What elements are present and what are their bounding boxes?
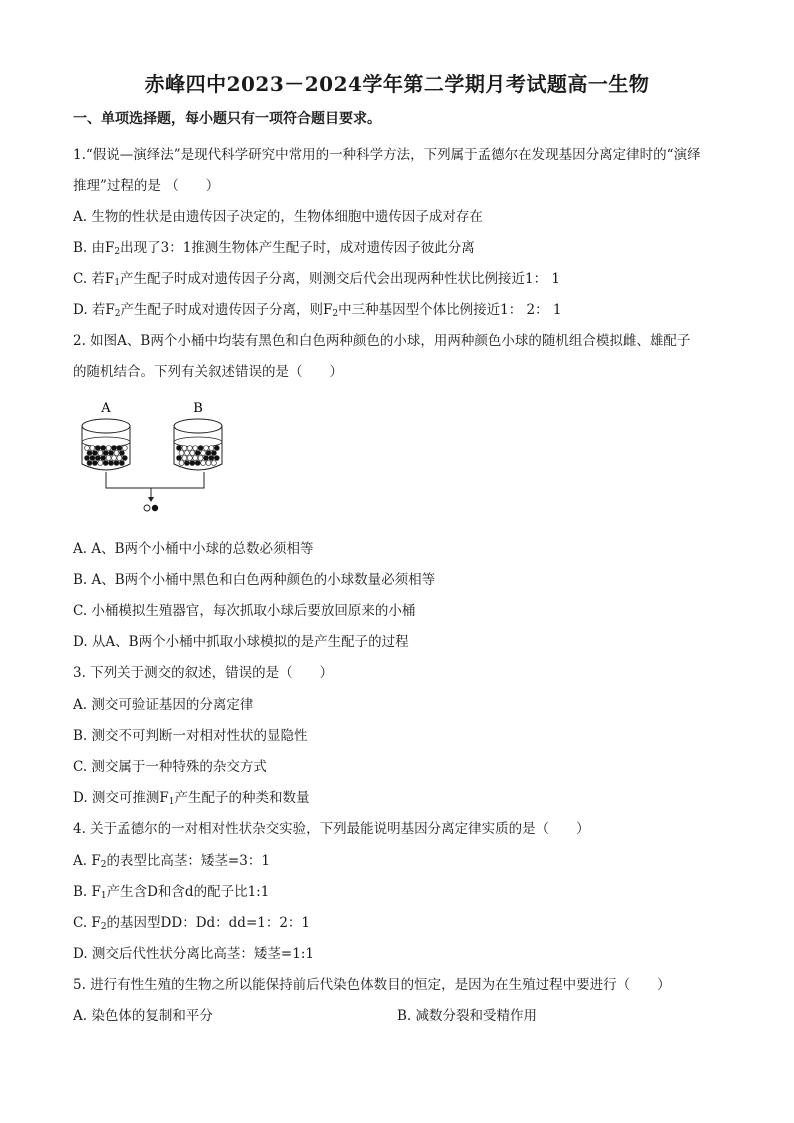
page-title: 赤峰四中2023－2024学年第二学期月考试题高一生物 [144, 72, 650, 96]
text: 的表型比高茎：矮茎=3：1 [106, 853, 270, 869]
black-ball-icon [184, 461, 189, 466]
q3-option-a: A. 测交可验证基因的分离定律 [73, 697, 254, 713]
white-ball-icon [184, 451, 189, 456]
section-heading: 一、单项选择题，每小题只有一项符合题目要求。 [73, 111, 381, 127]
bucket-b-label: B [193, 401, 203, 416]
white-ball-icon [144, 505, 150, 511]
white-ball-icon [187, 456, 192, 461]
white-ball-icon [209, 446, 214, 451]
q4-option-a [73, 849, 270, 870]
black-ball-icon [117, 446, 122, 451]
text: C. 若F [73, 271, 115, 287]
black-ball-icon [204, 456, 209, 461]
black-ball-icon [95, 456, 100, 461]
black-ball-icon [103, 461, 108, 466]
q5-option-a: A. 染色体的复制和平分 [73, 1008, 213, 1024]
white-ball-icon [182, 456, 187, 461]
text: 的基因型DD：Dd：dd=1：2：1 [106, 915, 311, 931]
black-ball-icon [214, 446, 219, 451]
white-ball-icon [106, 446, 111, 451]
black-ball-icon [87, 451, 92, 456]
white-ball-icon [204, 446, 209, 451]
white-ball-icon [90, 446, 95, 451]
subscript: 2 [332, 309, 339, 319]
white-ball-icon [106, 456, 111, 461]
black-ball-icon [90, 456, 95, 461]
black-ball-icon [195, 461, 200, 466]
buckets-figure [78, 396, 238, 516]
arrow-head-icon [148, 497, 154, 502]
white-ball-icon [122, 446, 127, 451]
white-ball-icon [179, 451, 184, 456]
text: 产生含D和含d的配子比1:1 [106, 884, 270, 900]
text: B. F [73, 884, 101, 900]
white-ball-icon [117, 456, 122, 461]
black-ball-icon [92, 451, 97, 456]
black-ball-icon [87, 461, 92, 466]
q3-option-d [73, 786, 310, 807]
q4-stem: 4. 关于孟德尔的一对相对性状杂交实验，下列最能说明基因分离定律实质的是（ ） [73, 821, 590, 837]
black-ball-icon [109, 451, 114, 456]
black-ball-icon [119, 451, 124, 456]
text: 中三种基因型个体比例接近1： 2： 1 [338, 302, 562, 318]
subscript: 1 [114, 278, 121, 288]
white-ball-icon [201, 451, 206, 456]
q4-option-d: D. 测交后代性状分离比高茎：矮茎=1:1 [73, 946, 314, 962]
black-ball-icon [209, 456, 214, 461]
white-ball-icon [114, 451, 119, 456]
black-ball-icon [177, 446, 182, 451]
white-ball-icon [98, 451, 103, 456]
q1-option-c [73, 267, 560, 288]
q3-stem: 3. 下列关于测交的叙述，错误的是（ ） [73, 665, 334, 681]
white-ball-icon [211, 461, 216, 466]
q2-stem-line-1: 2. 如图A、B两个小桶中均装有黑色和白色两种颜色的小球，用两种颜色小球的随机组合模拟雌、雄配子 [73, 333, 691, 349]
black-ball-icon [177, 456, 182, 461]
black-ball-icon [114, 461, 119, 466]
connector-line [106, 472, 204, 488]
black-ball-icon [195, 451, 200, 456]
subscript: 2 [100, 860, 107, 870]
black-ball-icon [214, 456, 219, 461]
white-ball-icon [193, 456, 198, 461]
q2-option-b: B. A、B两个小桶中黑色和白色两种颜色的小球数量必须相等 [73, 572, 436, 588]
bucket-a-label: A [101, 401, 111, 416]
black-ball-icon [198, 446, 203, 451]
q1-option-b [73, 236, 475, 257]
black-ball-icon [152, 505, 158, 511]
white-ball-icon [187, 446, 192, 451]
white-ball-icon [182, 446, 187, 451]
black-ball-icon [206, 451, 211, 456]
black-ball-icon [101, 446, 106, 451]
bucket-b [174, 419, 222, 470]
bucket-a [82, 419, 130, 470]
black-ball-icon [103, 451, 108, 456]
text: B. 由F [73, 240, 115, 256]
white-ball-icon [198, 456, 203, 461]
q2-stem-line-2: 的随机结合。下列有关叙述错误的是（ ） [73, 364, 343, 380]
black-ball-icon [95, 446, 100, 451]
q1-stem-line-1: 1.“假说—演绎法”是现代科学研究中常用的一种科学方法，下列属于孟德尔在发现基因分离定律时的“演绎 [73, 147, 701, 163]
text: 出现了3：1推测生物体产生配子时，成对遗传因子彼此分离 [120, 240, 475, 256]
q4-option-c [73, 911, 310, 932]
subscript: 2 [114, 247, 121, 257]
q2-option-c: C. 小桶模拟生殖器官，每次抓取小球后要放回原来的小桶 [73, 603, 416, 619]
text: D. 测交可推测F [73, 790, 169, 806]
q2-option-d: D. 从A、B两个小桶中抓取小球模拟的是产生配子的过程 [73, 634, 409, 650]
black-ball-icon [211, 451, 216, 456]
black-ball-icon [109, 461, 114, 466]
q2-option-a: A. A、B两个小桶中小球的总数必须相等 [73, 541, 314, 557]
black-ball-icon [112, 446, 117, 451]
white-ball-icon [201, 461, 206, 466]
white-ball-icon [85, 446, 90, 451]
white-ball-icon [112, 456, 117, 461]
white-ball-icon [190, 451, 195, 456]
q1-stem-line-2: 推理”过程的是 （ ） [73, 178, 220, 194]
black-ball-icon [85, 456, 90, 461]
q1-option-a: A. 生物的性状是由遗传因子决定的，生物体细胞中遗传因子成对存在 [73, 209, 483, 225]
q5-option-b: B. 减数分裂和受精作用 [397, 1008, 538, 1024]
black-ball-icon [119, 461, 124, 466]
q4-option-b [73, 880, 269, 901]
white-ball-icon [98, 461, 103, 466]
black-ball-icon [101, 456, 106, 461]
text: D. 若F [73, 302, 115, 318]
q3-option-c: C. 测交属于一种特殊的杂交方式 [73, 759, 267, 775]
black-ball-icon [190, 461, 195, 466]
text: 产生配子时成对遗传因子分离，则F [120, 302, 333, 318]
white-ball-icon [193, 446, 198, 451]
text: 产生配子时成对遗传因子分离，则测交后代会出现两种性状比例接近1： 1 [120, 271, 561, 287]
black-ball-icon [122, 456, 127, 461]
text: 产生配子的种类和数量 [174, 790, 310, 806]
subscript: 1 [168, 797, 175, 807]
text: A. F [73, 853, 101, 869]
q5-stem: 5. 进行有性生殖的生物之所以能保持前后代染色体数目的恒定，是因为在生殖过程中要进行（ ） [73, 977, 671, 993]
white-ball-icon [179, 461, 184, 466]
subscript: 2 [100, 922, 107, 932]
white-ball-icon [206, 461, 211, 466]
text: C. F [73, 915, 101, 931]
q3-option-b: B. 测交不可判断一对相对性状的显隐性 [73, 728, 308, 744]
q1-option-d [73, 298, 562, 319]
subscript: 1 [100, 891, 107, 901]
black-ball-icon [92, 461, 97, 466]
subscript: 2 [114, 309, 121, 319]
